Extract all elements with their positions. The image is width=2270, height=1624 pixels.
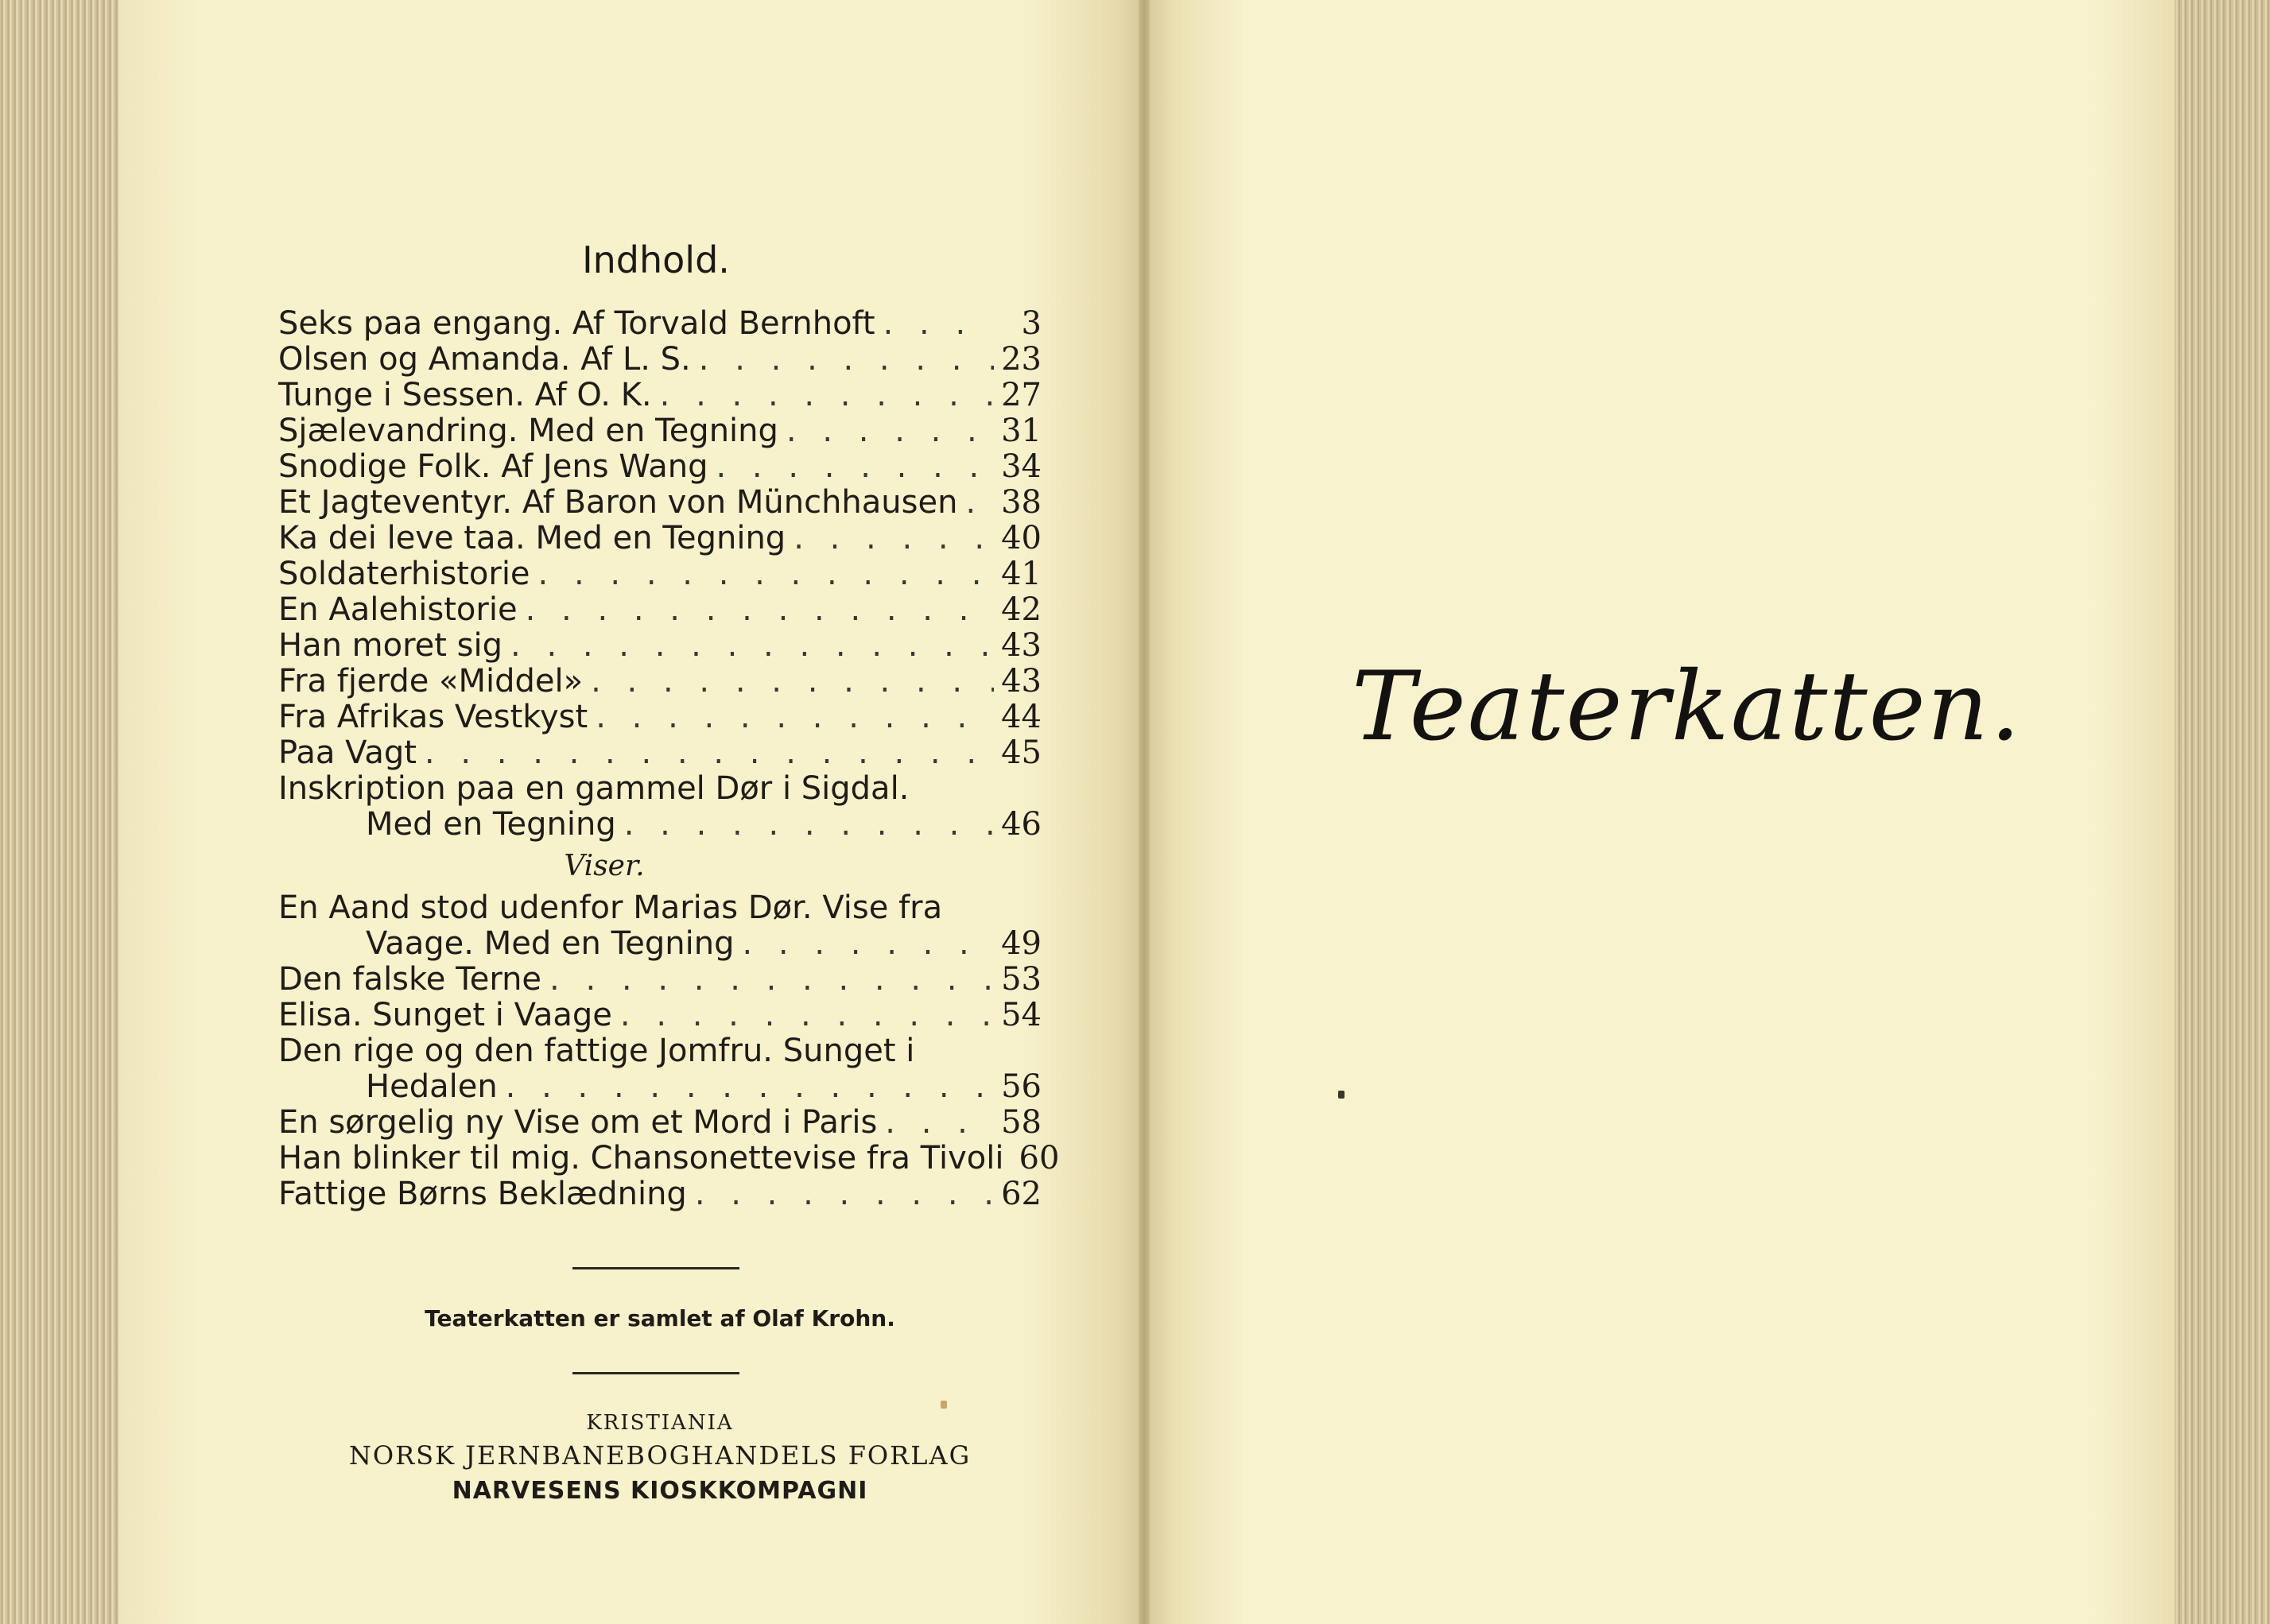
divider-rule: [572, 1372, 739, 1374]
toc-entry: Inskription paa en gammel Dør i Sigdal.: [278, 770, 910, 807]
book-gutter: [1139, 0, 1150, 1624]
toc-entry: Fra Afrikas Vestkyst . . . 44: [278, 700, 1042, 735]
toc-entry: En Aand stod udenfor Marias Dør. Vise fra: [278, 890, 943, 926]
toc-entry: En sørgelig ny Vise om et Mord i Paris . . . 58: [278, 1105, 1042, 1141]
toc-entry: Fra fjerde «Middel» . . . 43: [278, 664, 1042, 700]
editor-credit: Teaterkatten er samlet af Olaf Krohn.: [425, 1305, 895, 1331]
toc-entry: Fattige Børns Beklædning . . . 62: [278, 1176, 1042, 1212]
publisher-name: NORSK JERNBANEBOGHANDELS FORLAG: [348, 1440, 972, 1471]
toc-entry: Hedalen . . . 56: [278, 1069, 1042, 1105]
toc-entry: Soldaterhistorie . . . 41: [278, 556, 1042, 592]
toc-entry: Et Jagteventyr. Af Baron von Münchhausen . . . 38: [278, 485, 1042, 521]
toc-entry: Olsen og Amanda. Af L. S. . . . 23: [278, 342, 1042, 378]
toc-entry: Elisa. Sunget i Vaage . . . 54: [278, 998, 1042, 1033]
right-page: [1145, 0, 2175, 1624]
toc-entry: Han blinker til mig. Chansonettevise fra Tivoli 60: [278, 1140, 1060, 1176]
half-title: Teaterkatten.: [1352, 652, 2023, 762]
publisher-city: KRISTIANIA: [586, 1411, 734, 1435]
ink-speck: [1338, 1091, 1345, 1099]
publisher-kiosk: NARVESENS KIOSKKOMPAGNI: [452, 1477, 868, 1505]
toc-entry: Den rige og den fattige Jomfru. Sunget i: [278, 1033, 915, 1069]
toc-entry: Sjælevandring. Med en Tegning . . . 31: [278, 413, 1042, 449]
page-edges-left: [0, 0, 119, 1624]
page-edges-right: [2175, 0, 2270, 1624]
divider-rule: [572, 1267, 739, 1269]
toc-entry: Tunge i Sessen. Af O. K. . . . 27: [278, 378, 1042, 413]
toc-entry: Ka dei leve taa. Med en Tegning . . . 40: [278, 521, 1042, 556]
table-of-contents: [278, 305, 1060, 1212]
toc-entry: Paa Vagt . . . 45: [278, 735, 1042, 771]
toc-entry: Den falske Terne . . . 53: [278, 962, 1042, 998]
toc-entry: Vaage. Med en Tegning . . . 49: [278, 926, 1042, 962]
section-heading-viser: Viser.: [564, 850, 645, 882]
toc-entry: Med en Tegning . . . 46: [278, 807, 1042, 843]
toc-entry: Seks paa engang. Af Torvald Bernhoft . . . 3: [278, 306, 1042, 342]
toc-entry: Snodige Folk. Af Jens Wang . . . 34: [278, 449, 1042, 485]
ink-speck: [941, 1401, 947, 1409]
contents-title: Indhold.: [582, 238, 730, 281]
toc-entry: En Aalehistorie . . . 42: [278, 592, 1042, 628]
toc-entry: Han moret sig . . . 43: [278, 628, 1042, 664]
